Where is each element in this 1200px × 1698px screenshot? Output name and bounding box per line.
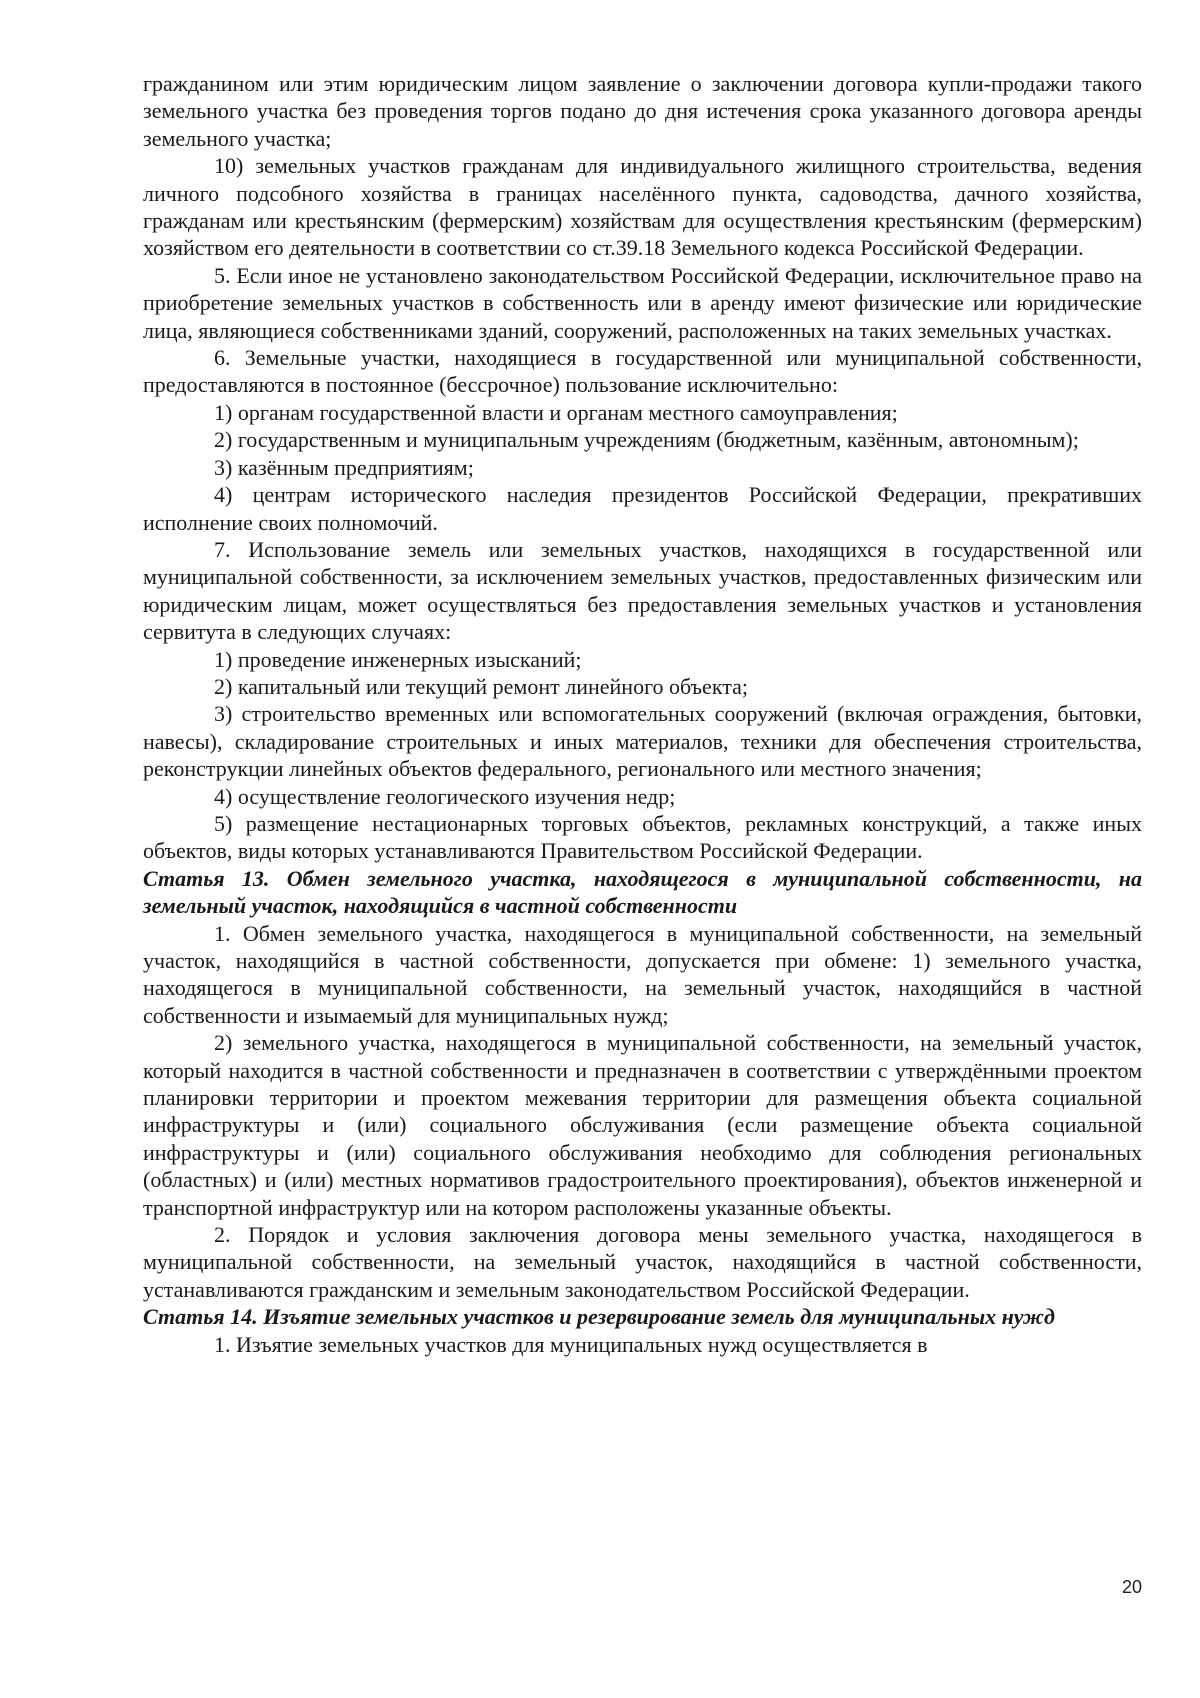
list-item: 4) осуществление геологического изучения недр; xyxy=(214,783,676,809)
paragraph: 7. Использование земель или земельных участков, находящихся в государственной или муниципальной собственности, за исключением земельных участков, предоставленных физическим или юридическим лицам, может осуществляться без предоставления земельных участков и установления сервитута в следующих случаях: xyxy=(143,536,1142,645)
page-number: 20 xyxy=(1121,1577,1142,1597)
paragraph: 5. Если иное не установлено законодательством Российской Федерации, исключительное право на приобретение земельных участков в собственность или в аренду имеют физические или юридические лица, являющиеся собственниками зданий, сооружений, расположенных на таких земельных участках. xyxy=(143,262,1142,343)
list-item: 5) размещение нестационарных торговых объектов, рекламных конструкций, а также иных объектов, виды которых устанавливаются Правительством Российской Федерации. xyxy=(143,810,1142,864)
paragraph: гражданином или этим юридическим лицом заявление о заключении договора купли-продажи такого земельного участка без проведения торгов подано до дня истечения срока указанного договора аренды земельного участка; xyxy=(143,71,1142,151)
article-heading: Статья 14. Изъятие земельных участков и резервирование земель для муниципальных нужд xyxy=(143,1304,1055,1330)
list-item: 4) центрам исторического наследия президентов Российской Федерации, прекративших исполнение своих полномочий. xyxy=(143,482,1142,535)
list-item: 2) капитальный или текущий ремонт линейного объекта; xyxy=(214,673,748,699)
paragraph: 1. Изъятие земельных участков для муниципальных нужд осуществляется в xyxy=(214,1331,928,1357)
list-item: 1) проведение инженерных изысканий; xyxy=(214,646,582,672)
paragraph: 2. Порядок и условия заключения договора мены земельного участка, находящегося в муниципальной собственности, на земельный участок, находящийся в частной собственности, устанавливаются гражданским и земельным законодательством Российской Федерации. xyxy=(143,1222,1142,1302)
paragraph: 6. Земельные участки, находящиеся в государственной или муниципальной собственности, предоставляются в постоянное (бессрочное) пользование исключительно: xyxy=(143,345,1142,398)
paragraph: 1. Обмен земельного участка, находящегося в муниципальной собственности, на земельный участок, находящийся в частной собственности, допускается при обмене: 1) земельного участка, находящегося в муниципальной собственности, на земельный участок, находящийся в частной собственности и изымаемый для муниципальных нужд; xyxy=(143,920,1142,1028)
list-item: 3) строительство временных или вспомогательных сооружений (включая ограждения, бытовки, навесы), складирование строительных и иных материалов, техники для обеспечения строительства, реконструкции линейных объектов федерального, регионального или местного значения; xyxy=(143,701,1142,782)
list-item: 3) казённым предприятиям; xyxy=(214,454,474,480)
list-item: 1) органам государственной власти и органам местного самоуправления; xyxy=(214,399,898,425)
paragraph: 2) земельного участка, находящегося в муниципальной собственности, на земельный участок, который находится в частной собственности и предназначен в соответствии с утверждёнными проектом планировки территории и проектом межевания территории для размещения объекта социальной инфраструктуры и (или) социального обслуживания (если размещение объекта социальной инфраструктуры и (или) социального обслуживания необходимо для соблюдения региональных (областных) и (или) местных нормативов градостроительного проектирования), объектов инженерной и транспортной инфраструктур или на котором расположены указанные объекты. xyxy=(143,1030,1142,1220)
paragraph: 10) земельных участков гражданам для индивидуального жилищного строительства, ведения личного подсобного хозяйства в границах населённого пункта, садоводства, дачного хозяйства, гражданам или крестьянским (фермерским) хозяйствам для осуществления крестьянским (фермерским) хозяйством его деятельности в соответствии со ст.39.18 Земельного кодекса Российской Федерации. xyxy=(143,153,1142,261)
document-page xyxy=(143,70,1142,1358)
article-heading: Статья 13. Обмен земельного участка, находящегося в муниципальной собственности, на земельный участок, находящийся в частной собственности xyxy=(143,865,1142,919)
list-item: 2) государственным и муниципальным учреждениям (бюджетным, казённым, автономным); xyxy=(214,427,1079,453)
